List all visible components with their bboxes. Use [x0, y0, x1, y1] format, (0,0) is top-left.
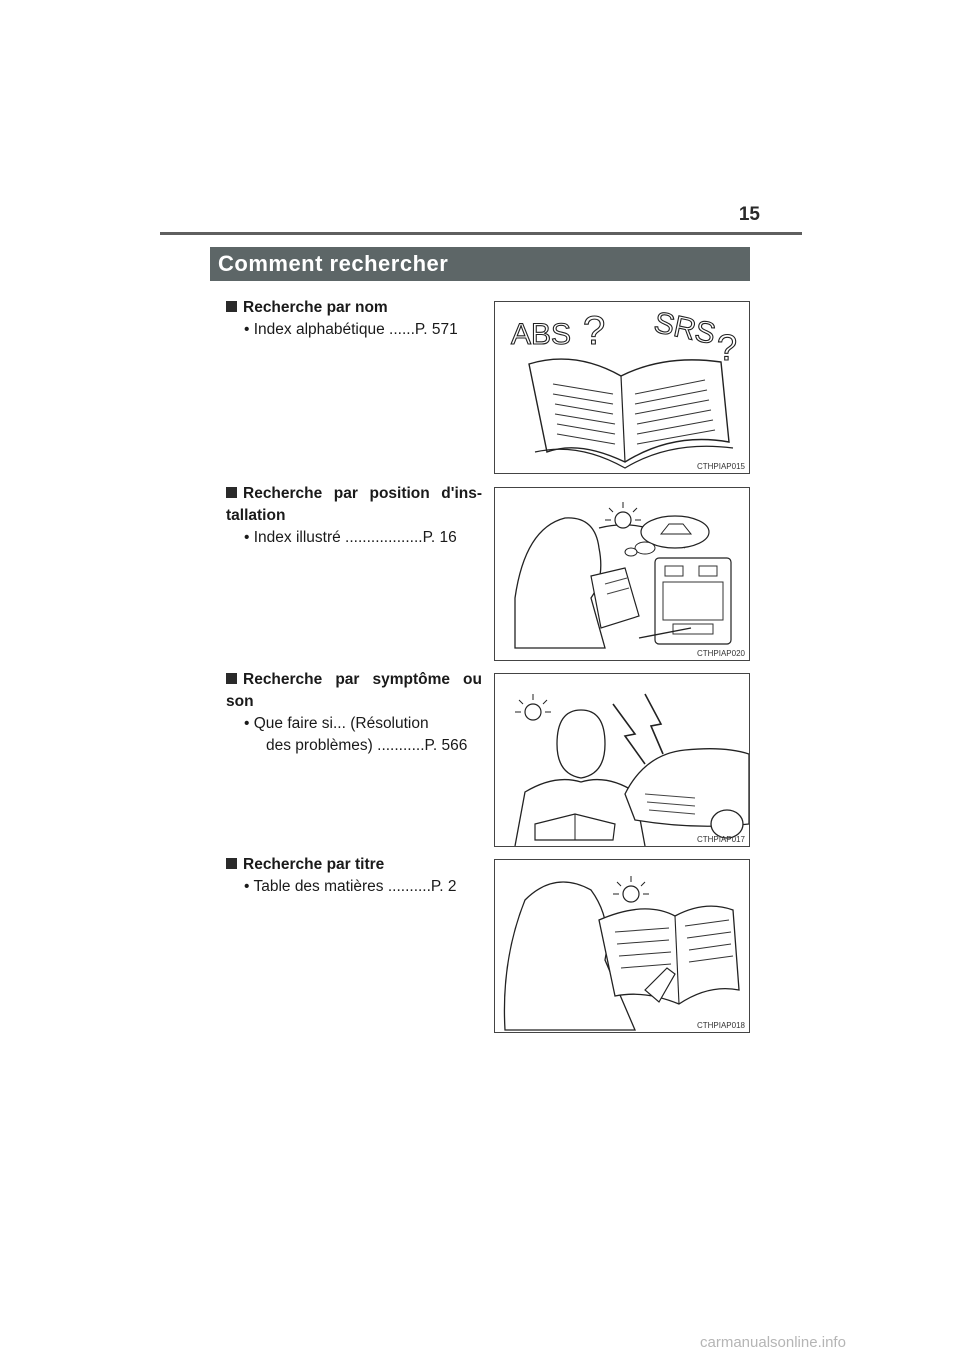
figure-man-car-noise	[494, 673, 750, 847]
figure-code: CTHPIAP015	[696, 462, 745, 471]
figure-code: CTHPIAP017	[696, 835, 745, 844]
bullet-square-icon	[226, 487, 237, 498]
reading-illustration	[495, 860, 749, 1032]
figure-code: CTHPIAP020	[696, 649, 745, 658]
entry-title: Recherche par symptôme ou son	[226, 671, 482, 710]
entry-link-troubleshooting[interactable]: • Que faire si... (Résolution	[244, 715, 429, 732]
svg-text:?: ?	[583, 309, 606, 353]
figure-driver-reading-manual	[494, 487, 750, 661]
figure-code: CTHPIAP018	[696, 1021, 745, 1030]
entry-title: Recherche par titre	[243, 856, 385, 873]
entry-search-by-symptom	[226, 669, 482, 757]
entry-link-index-illustrated[interactable]: • Index illustré ..................P. 16	[244, 529, 457, 546]
entry-link-troubleshooting-cont[interactable]: des problèmes) ...........P. 566	[266, 737, 468, 754]
entry-search-by-location	[226, 483, 482, 549]
entry-search-by-title	[226, 854, 482, 898]
book-illustration	[495, 302, 749, 473]
label-srs: SRS	[651, 305, 719, 352]
entry-link-toc[interactable]: • Table des matières ..........P. 2	[244, 878, 457, 895]
bullet-square-icon	[226, 301, 237, 312]
bullet-square-icon	[226, 673, 237, 684]
page-number: 15	[738, 204, 760, 225]
driver-illustration	[495, 488, 749, 660]
entry-title: Recherche par nom	[243, 299, 388, 316]
section-title: Comment rechercher	[210, 247, 750, 281]
svg-text:?: ?	[717, 327, 738, 368]
bullet-square-icon	[226, 858, 237, 869]
label-abs: ABS	[511, 318, 572, 351]
figure-person-reading-book	[494, 859, 750, 1033]
entry-search-by-name	[226, 297, 482, 341]
figure-open-book-abs-srs	[494, 301, 750, 474]
symptom-illustration	[495, 674, 749, 846]
entry-title: Recherche par position d'ins-tallation	[226, 485, 482, 524]
watermark: carmanualsonline.info	[700, 1334, 846, 1351]
entry-link-index-alpha[interactable]: • Index alphabétique ......P. 571	[244, 321, 458, 338]
header-rule	[160, 232, 802, 235]
